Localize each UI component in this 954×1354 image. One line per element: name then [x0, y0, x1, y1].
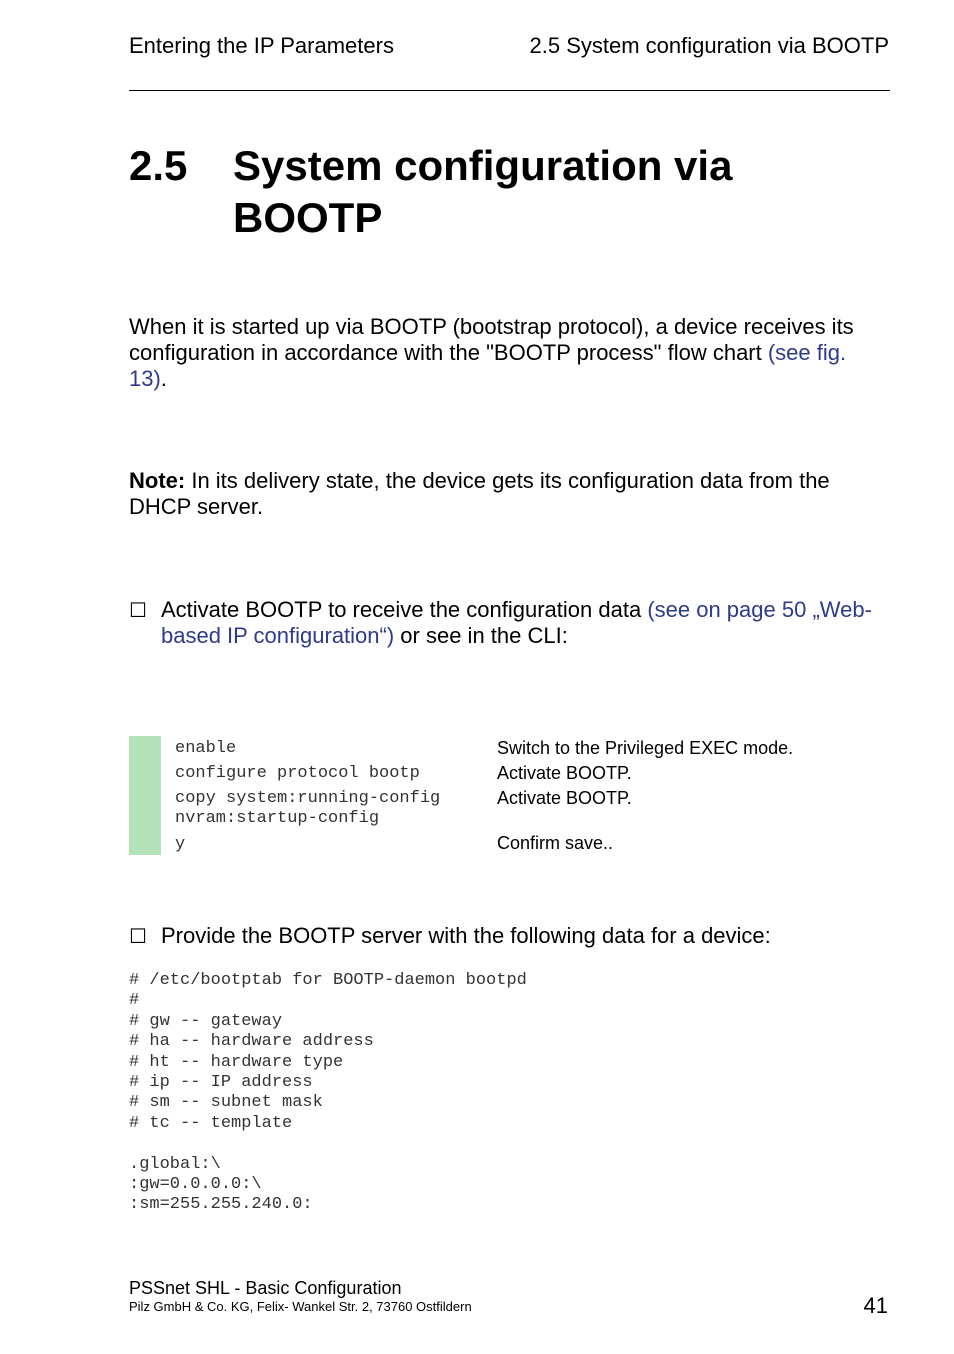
intro-end: .	[160, 366, 167, 391]
bullet-text: Activate BOOTP to receive the configuration data	[161, 597, 648, 622]
cli-command: y	[175, 835, 186, 854]
cli-command: enable	[175, 739, 237, 758]
bullet-end: or see in the CLI:	[394, 623, 568, 648]
section-title: System configuration via BOOTP	[233, 142, 733, 241]
cli-block-marker	[129, 736, 161, 855]
checkbox-icon: ☐	[129, 598, 147, 622]
page-number: 41	[863, 1293, 888, 1318]
running-header-chapter: Entering the IP Parameters	[129, 33, 394, 58]
intro-text: When it is started up via BOOTP (bootstrap protocol), a device receives its configuration in accordance with the "BOOTP process" flow chart	[129, 314, 854, 365]
cli-description: Activate BOOTP.	[497, 763, 632, 783]
cli-description: Activate BOOTP.	[497, 788, 632, 808]
cli-command: copy system:running-config nvram:startup-config	[175, 789, 441, 828]
note-label: Note:	[129, 468, 186, 493]
footer-company: Pilz GmbH & Co. KG, Felix- Wankel Str. 2, 73760 Ostfildern	[129, 1299, 472, 1314]
fig-13-link[interactable]: (see fig. 13)	[129, 340, 847, 391]
cli-description: Confirm save..	[497, 833, 614, 853]
web-ip-config-link[interactable]: (see on page 50 „Web-based IP configuration“)	[161, 597, 872, 648]
intro-paragraph	[129, 314, 889, 392]
header-divider	[129, 90, 890, 91]
cli-command: configure protocol bootp	[175, 764, 420, 783]
checkbox-icon: ☐	[129, 924, 147, 948]
note-paragraph	[129, 468, 889, 520]
running-header-section: 2.5 System configuration via BOOTP	[529, 33, 889, 58]
footer-product: PSSnet SHL - Basic Configuration	[129, 1278, 402, 1298]
section-number: 2.5	[129, 142, 188, 189]
bootptab-code-listing: # /etc/bootptab for BOOTP-daemon bootpd # # gw -- gateway # ha -- hardware address # ht -- hardware type # ip -- IP address # sm -- subnet mask # tc -- template .global:\ :gw=0.0.0.0:\ :sm=255.255.240.0:	[129, 971, 527, 1215]
note-text: In its delivery state, the device gets its configuration data from the DHCP server.	[129, 468, 830, 519]
bullet-text: Provide the BOOTP server with the following data for a device:	[161, 923, 771, 948]
cli-description: Switch to the Privileged EXEC mode.	[497, 738, 794, 758]
